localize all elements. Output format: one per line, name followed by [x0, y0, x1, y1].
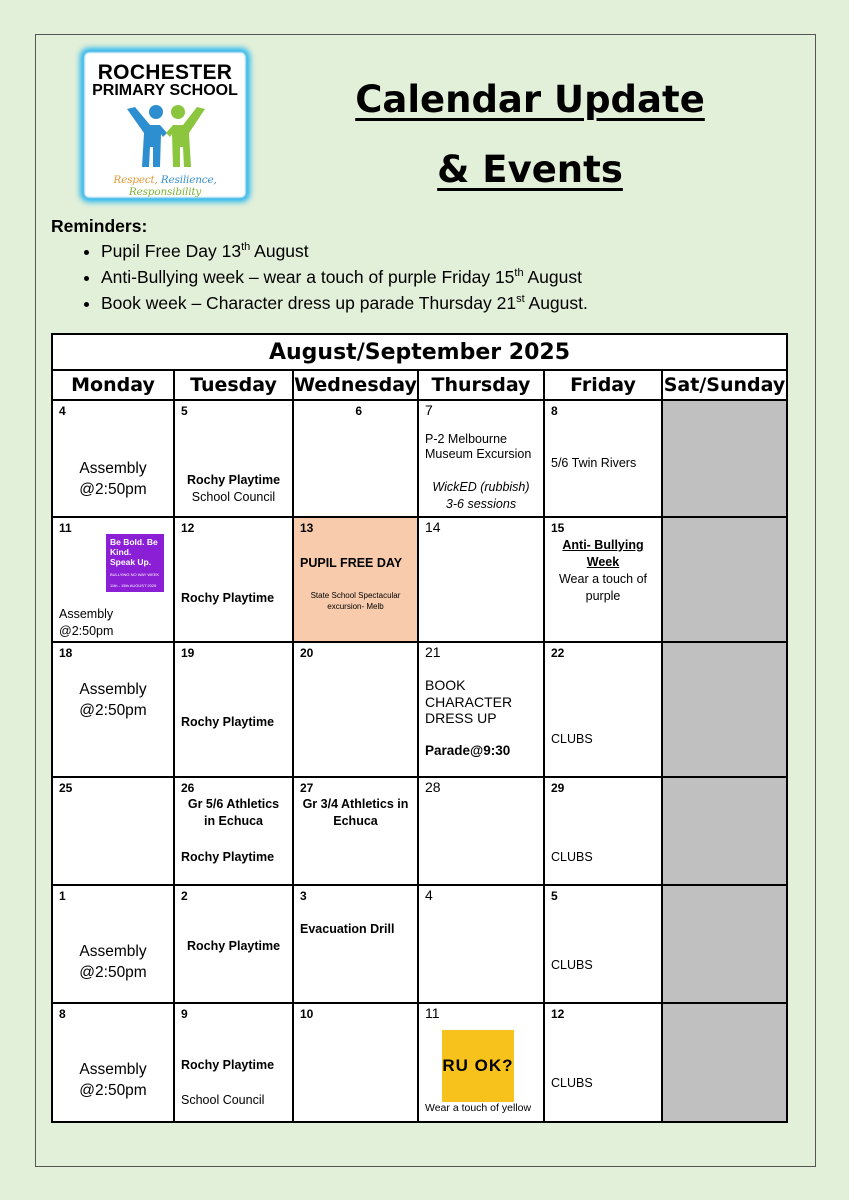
- header-tuesday: Tuesday: [174, 371, 293, 400]
- day-cell: 3 Evacuation Drill: [293, 885, 418, 1003]
- header-wednesday: Wednesday: [293, 371, 418, 400]
- day-cell: 1 Assembly @2:50pm: [53, 885, 174, 1003]
- page-subtitle: & Events: [437, 148, 623, 191]
- event-text: CLUBS: [551, 958, 593, 972]
- day-cell: 11 Be Bold. Be Kind. Speak Up. BULLYING NO WAY WEEK 11th - 15th AUGUST 2025 Assembly @2:50pm: [53, 517, 174, 642]
- day-cell: 5 Rochy Playtime School Council: [174, 400, 293, 517]
- school-logo: [83, 51, 247, 199]
- week-row: [53, 642, 786, 777]
- day-cell: 6: [293, 400, 418, 517]
- day-cell: 12 Rochy Playtime: [174, 517, 293, 642]
- day-cell: 27 Gr 3/4 Athletics in Echuca: [293, 777, 418, 885]
- event-text: Rochy Playtime: [181, 1058, 275, 1072]
- event-text: Wear a touch of yellow: [425, 1102, 532, 1114]
- reminder-item: • Book week – Character dress up parade Thursday 21st August.: [101, 292, 588, 314]
- day-cell: 8 Assembly @2:50pm: [53, 1003, 174, 1121]
- event-text: CLUBS: [551, 1076, 593, 1090]
- reminders-section: [51, 216, 588, 318]
- event-text: P-2 Melbourne Museum Excursion: [425, 432, 532, 461]
- event-text: Evacuation Drill: [300, 922, 395, 936]
- day-cell: 7 P-2 Melbourne Museum Excursion WickED (rubbish) 3-6 sessions: [418, 400, 544, 517]
- weekend-cell: [662, 1003, 786, 1121]
- day-cell: 20: [293, 642, 418, 777]
- anti-bullying-poster: Be Bold. Be Kind. Speak Up. BULLYING NO WAY WEEK 11th - 15th AUGUST 2025: [106, 534, 164, 592]
- header-friday: Friday: [544, 371, 662, 400]
- ruok-logo: RU OK?: [442, 1030, 514, 1102]
- day-cell: 10: [293, 1003, 418, 1121]
- event-text: Parade@9:30: [425, 743, 511, 758]
- event-text: BOOK CHARACTER DRESS UP: [425, 677, 513, 726]
- day-cell: 19 Rochy Playtime: [174, 642, 293, 777]
- day-cell: 26 Gr 5/6 Athletics in Echuca Rochy Playtime: [174, 777, 293, 885]
- header-monday: Monday: [53, 371, 174, 400]
- day-cell: 9 Rochy Playtime School Council: [174, 1003, 293, 1121]
- day-cell: 5 CLUBS: [544, 885, 662, 1003]
- event-text: CLUBS: [551, 732, 593, 746]
- day-cell: 4 Assembly @2:50pm: [53, 400, 174, 517]
- event-text: 5/6 Twin Rivers: [551, 456, 637, 470]
- event-assembly: Assembly @2:50pm: [79, 460, 147, 498]
- event-text: WickED (rubbish) 3-6 sessions: [432, 480, 530, 511]
- weekend-cell: [662, 885, 786, 1003]
- event-text: Rochy Playtime: [186, 939, 281, 953]
- day-cell: 25: [53, 777, 174, 885]
- day-cell: 4: [418, 885, 544, 1003]
- day-cell: 14: [418, 517, 544, 642]
- event-text: Anti- Bullying Week Wear a touch of purple: [558, 538, 647, 603]
- event-text: School Council: [181, 1093, 265, 1107]
- logo-motto: Respect, Resilience, Responsibility: [113, 174, 217, 198]
- day-cell: 8 5/6 Twin Rivers: [544, 400, 662, 517]
- week-row: [53, 777, 786, 885]
- day-cell: 11 RU OK? Wear a touch of yellow: [418, 1003, 544, 1121]
- logo-line-2: PRIMARY SCHOOL: [92, 82, 238, 99]
- week-row: [53, 400, 786, 517]
- weekend-cell: [662, 517, 786, 642]
- reminders-heading: Reminders:: [51, 216, 148, 236]
- reminders-list: [51, 240, 588, 314]
- day-cell: 28: [418, 777, 544, 885]
- event-assembly: Assembly @2:50pm: [79, 1061, 147, 1099]
- day-cell: 2 Rochy Playtime: [174, 885, 293, 1003]
- day-cell: 22 CLUBS: [544, 642, 662, 777]
- week-row: [53, 1003, 786, 1121]
- reminder-item: • Pupil Free Day 13th August: [101, 240, 588, 262]
- event-text: Rochy Playtime: [181, 715, 275, 729]
- page-title: Calendar Update: [355, 78, 705, 121]
- day-cell: 29 CLUBS: [544, 777, 662, 885]
- header-thursday: Thursday: [418, 371, 544, 400]
- logo-line-1: ROCHESTER: [97, 61, 233, 84]
- event-text: Rochy Playtime School Council: [186, 473, 281, 504]
- week-row: [53, 885, 786, 1003]
- event-text: PUPIL FREE DAY: [300, 556, 403, 570]
- day-cell: 12 CLUBS: [544, 1003, 662, 1121]
- week-row: [53, 517, 786, 642]
- header-row: [53, 371, 786, 400]
- children-figures-icon: [123, 103, 209, 169]
- day-cell: 15 Anti- Bullying Week Wear a touch of purple: [544, 517, 662, 642]
- event-text: Gr 3/4 Athletics in Echuca: [302, 797, 409, 828]
- event-text: Rochy Playtime: [181, 591, 275, 605]
- calendar-title: August/September 2025: [53, 335, 786, 371]
- event-text: Rochy Playtime: [181, 850, 275, 864]
- weekend-cell: [662, 642, 786, 777]
- calendar-table: [51, 333, 788, 1123]
- event-assembly: Assembly @2:50pm: [79, 943, 147, 981]
- event-text: CLUBS: [551, 850, 593, 864]
- event-text: State School Spectacular excursion- Melb: [310, 591, 401, 611]
- event-assembly: Assembly @2:50pm: [79, 681, 147, 719]
- event-text: Gr 5/6 Athletics in Echuca: [187, 797, 280, 828]
- day-cell: 18 Assembly @2:50pm: [53, 642, 174, 777]
- header-weekend: Sat/Sunday: [662, 371, 786, 400]
- weekend-cell: [662, 777, 786, 885]
- day-cell: 21 BOOK CHARACTER DRESS UP Parade@9:30: [418, 642, 544, 777]
- weekend-cell: [662, 400, 786, 517]
- day-cell-pupil-free: 13 PUPIL FREE DAY State School Spectacular excursion- Melb: [293, 517, 418, 642]
- event-assembly: Assembly @2:50pm: [59, 607, 114, 638]
- reminder-item: • Anti-Bullying week – wear a touch of purple Friday 15th August: [101, 266, 588, 288]
